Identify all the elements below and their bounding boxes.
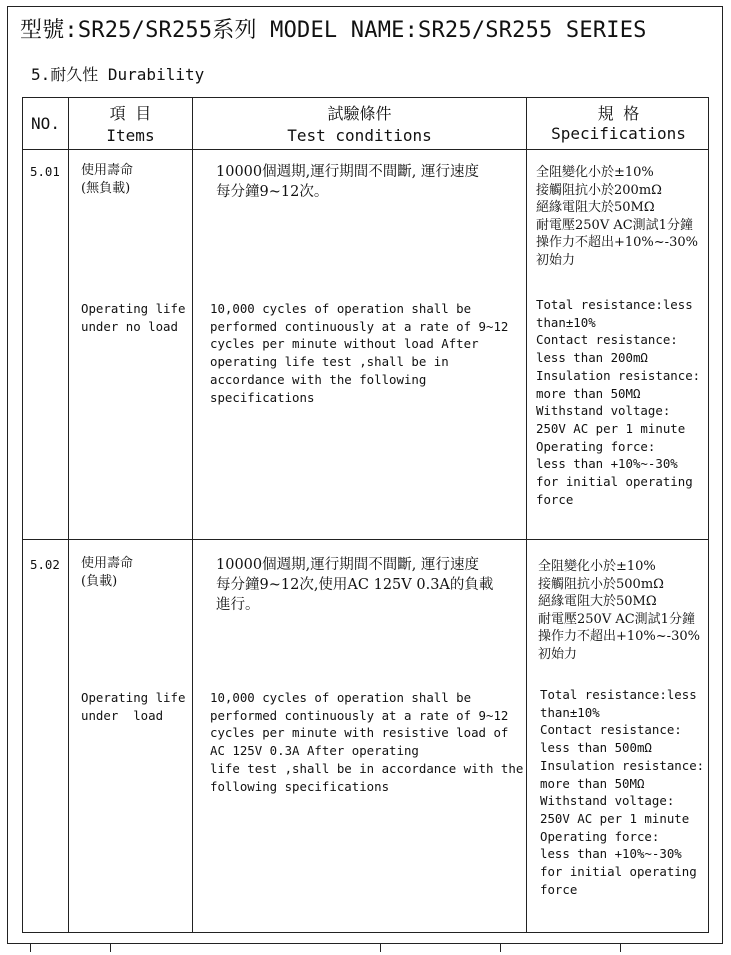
spec-zh: 全阻變化小於±10% 接觸阻抗小於500mΩ 絕緣電阻大於50MΩ 耐電壓250V AC測試1分鐘 操作力不超出+10%~-30% 初始力 <box>538 559 700 662</box>
bottom-tick <box>620 944 621 952</box>
header-test-en: Test conditions <box>287 126 432 145</box>
header-items-en: Items <box>106 126 155 145</box>
bottom-tick <box>500 944 501 952</box>
row-no: 5.02 <box>30 557 60 572</box>
test-zh: 10000個週期,運行期間不間斷, 運行速度 每分鐘9~12次。 <box>216 164 479 200</box>
test-en: 10,000 cycles of operation shall be performed continuously at a rate of 9~12 cycles per minute with resistive load of AC 125V 0.3A After operating life test ,shall be in accordance with the following specifications <box>210 690 524 794</box>
bottom-tick <box>380 944 381 952</box>
test-zh: 10000個週期,運行期間不間斷, 運行速度 每分鐘9~12次,使用AC 125V 0.3A的負載 進行。 <box>216 557 494 613</box>
item-zh: 使用壽命 (負載) <box>81 556 134 589</box>
header-spec-en: Specifications <box>551 124 686 143</box>
test-en: 10,000 cycles of operation shall be performed continuously at a rate of 9~12 cycles per minute without load After operating life test ,shall be in accordance with the following specifications <box>210 301 509 405</box>
spec-en: Total resistance:less than±10% Contact resistance: less than 500mΩ Insulation resistance: more than 50MΩ Withstand voltage: 250V AC per 1 minute Operating force: less than +10%~-30% for initial operating force <box>540 687 705 897</box>
spec-zh: 全阻變化小於±10% 接觸阻抗小於200mΩ 絕緣電阻大於50MΩ 耐電壓250V AC測試1分鐘 操作力不超出+10%~-30% 初始力 <box>536 165 698 268</box>
row-no: 5.01 <box>30 164 60 179</box>
col-divider-items <box>192 98 193 932</box>
header-spec-zh: 規 格 <box>597 104 640 123</box>
durability-table <box>22 97 709 933</box>
col-divider-test <box>526 98 527 932</box>
spec-en: Total resistance:less than±10% Contact resistance: less than 200mΩ Insulation resistance: more than 50MΩ Withstand voltage: 250V AC per 1 minute Operating force: less than +10%~-30% for initial operating force <box>536 297 701 507</box>
col-divider-no <box>68 98 69 932</box>
page-title: 型號:SR25/SR255系列 MODEL NAME:SR25/SR255 SERIES <box>20 18 647 43</box>
section-heading: 5.耐久性 Durability <box>31 65 205 84</box>
bottom-tick <box>110 944 111 952</box>
item-en: Operating life under load <box>81 690 186 723</box>
header-items-zh: 項 目 <box>109 104 152 123</box>
header-divider <box>23 149 708 150</box>
row-divider <box>23 539 708 540</box>
header-test-zh: 試驗條件 <box>327 104 392 123</box>
header-no: NO. <box>31 114 60 133</box>
item-en: Operating life under no load <box>81 301 186 334</box>
item-zh: 使用壽命 (無負載) <box>81 163 134 196</box>
bottom-tick <box>30 944 31 952</box>
